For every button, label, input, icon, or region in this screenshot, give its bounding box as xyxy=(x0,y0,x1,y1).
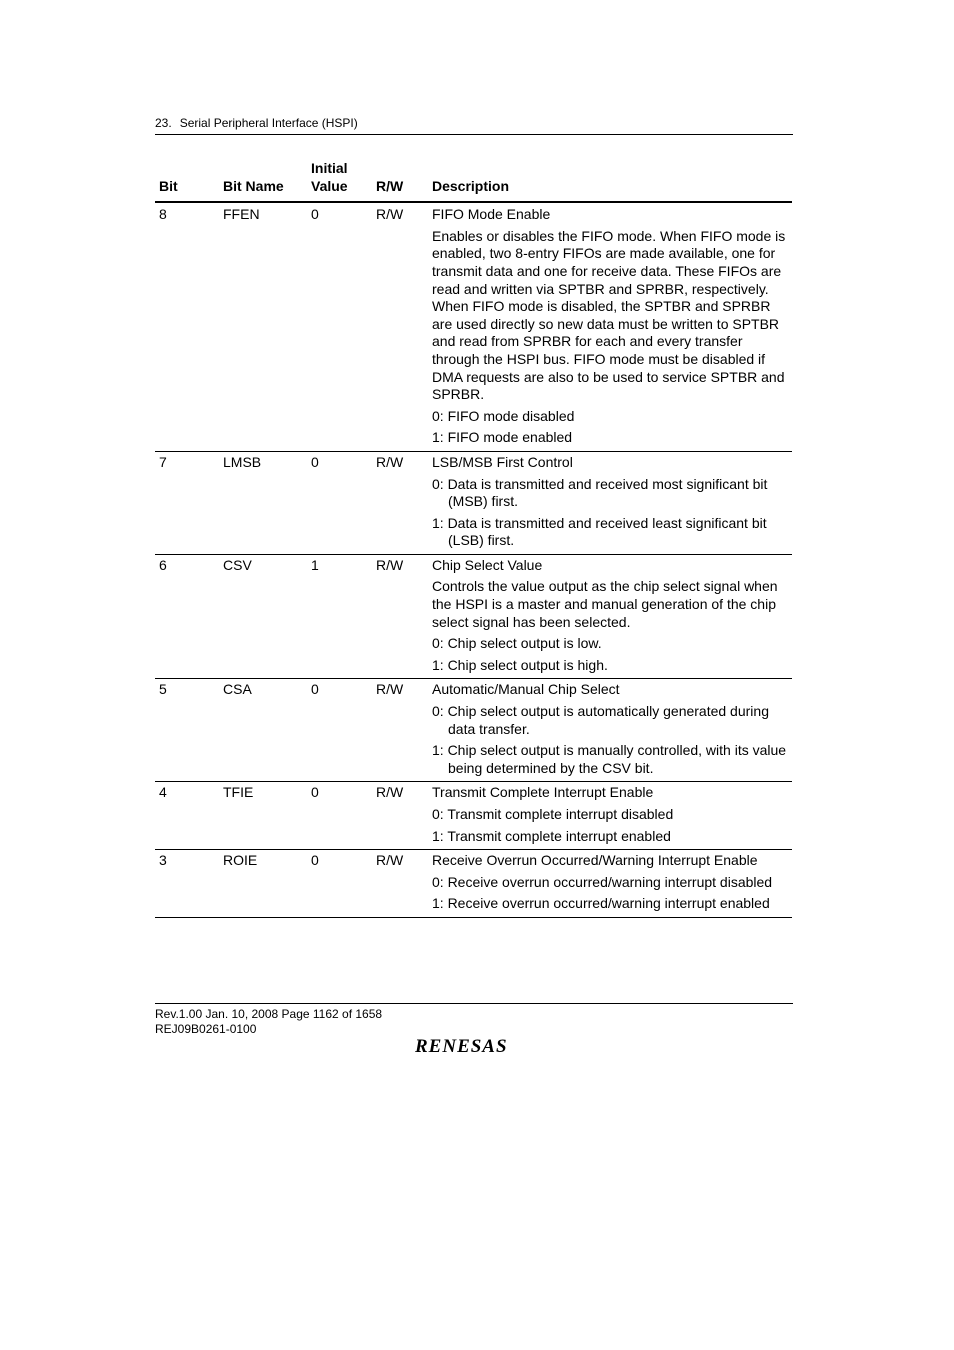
description-cell xyxy=(428,554,792,679)
description-title: Receive Overrun Occurred/Warning Interrupt Enable xyxy=(432,852,758,869)
table-row xyxy=(155,782,792,850)
description-option: 1: Receive overrun occurred/warning interrupt enabled xyxy=(432,895,770,912)
description-option: 0: Data is transmitted and received most significant bit (MSB) first. xyxy=(432,475,768,510)
initial-value-cell: 0 xyxy=(307,202,372,451)
renesas-logo-text: RENESAS xyxy=(415,1036,508,1056)
description-option: 1: Chip select output is high. xyxy=(432,656,608,673)
table-row xyxy=(155,850,792,918)
document-number: REJ09B0261-0100 xyxy=(155,1022,257,1036)
bit-name-cell: CSA xyxy=(219,679,307,782)
table-body xyxy=(155,202,792,917)
bit-cell: 3 xyxy=(155,850,219,918)
bit-cell: 5 xyxy=(155,679,219,782)
description-option: 0: Receive overrun occurred/warning interrupt disabled xyxy=(432,873,773,890)
bit-name-cell: LMSB xyxy=(219,451,307,554)
bit-cell: 4 xyxy=(155,782,219,850)
bit-name-cell: CSV xyxy=(219,554,307,679)
register-bit-table xyxy=(155,160,792,918)
description-option: 0: FIFO mode disabled xyxy=(432,407,575,424)
table-row xyxy=(155,451,792,554)
bit-cell: 7 xyxy=(155,451,219,554)
section-title: Serial Peripheral Interface (HSPI) xyxy=(179,116,358,130)
col-initial-line2: Value xyxy=(311,177,348,194)
description-paragraph: Controls the value output as the chip select signal when the HSPI is a master and manual generation of the chip select signal has been selected. xyxy=(432,578,778,630)
description-option: 1: Data is transmitted and received least significant bit (LSB) first. xyxy=(432,514,767,549)
col-rw-header: R/W xyxy=(372,160,428,202)
bit-name-cell: ROIE xyxy=(219,850,307,918)
rw-cell: R/W xyxy=(372,202,428,451)
description-paragraph: Enables or disables the FIFO mode. When FIFO mode is enabled, two 8-entry FIFOs are made available, one for transmit data and one for receive data. These FIFOs are read and written via SPTBR and SPRBR, respectively. When FIFO mode is disabled, the SPTBR and SPRBR are used directly so new data must be written to SPTBR and read from SPRBR for each and every transfer through the HSPI bus. FIFO mode must be disabled if DMA requests are also to be used to service SPTBR and SPRBR. xyxy=(432,227,786,403)
col-description-header: Description xyxy=(428,160,792,202)
rw-cell: R/W xyxy=(372,850,428,918)
table-row xyxy=(155,202,792,451)
rw-cell: R/W xyxy=(372,451,428,554)
description-cell xyxy=(428,202,792,451)
description-title: LSB/MSB First Control xyxy=(432,453,573,470)
description-option: 1: FIFO mode enabled xyxy=(432,429,573,446)
col-initial-line1: Initial xyxy=(311,160,348,176)
initial-value-cell: 1 xyxy=(307,554,372,679)
rw-cell: R/W xyxy=(372,554,428,679)
section-number: 23. xyxy=(155,116,172,130)
description-option: 0: Chip select output is low. xyxy=(432,635,602,652)
bit-cell: 6 xyxy=(155,554,219,679)
description-option: 1: Chip select output is manually controlled, with its value being determined by the CSV bit. xyxy=(432,742,787,776)
description-title: Automatic/Manual Chip Select xyxy=(432,681,620,698)
description-title: FIFO Mode Enable xyxy=(432,206,551,223)
description-title: Transmit Complete Interrupt Enable xyxy=(432,784,654,801)
description-option: 1: Transmit complete interrupt enabled xyxy=(432,827,671,844)
rw-cell: R/W xyxy=(372,679,428,782)
bit-cell: 8 xyxy=(155,202,219,451)
description-option: 0: Chip select output is automatically generated during data transfer. xyxy=(432,703,769,737)
initial-value-cell: 0 xyxy=(307,679,372,782)
table-header-row xyxy=(155,160,792,202)
page-header xyxy=(155,116,793,135)
description-title: Chip Select Value xyxy=(432,556,543,573)
description-option: 0: Transmit complete interrupt disabled xyxy=(432,806,674,822)
revision-info: Rev.1.00 Jan. 10, 2008 Page 1162 of 1658 xyxy=(155,1007,383,1021)
page-footer xyxy=(155,1003,793,1037)
bit-name-cell: FFEN xyxy=(219,202,307,451)
description-cell xyxy=(428,451,792,554)
initial-value-cell: 0 xyxy=(307,850,372,918)
col-initial-value-header xyxy=(307,160,372,202)
initial-value-cell: 0 xyxy=(307,782,372,850)
col-bit-header: Bit xyxy=(155,160,219,202)
description-cell xyxy=(428,782,792,850)
description-cell xyxy=(428,679,792,782)
initial-value-cell: 0 xyxy=(307,451,372,554)
description-cell xyxy=(428,850,792,918)
bit-name-cell: TFIE xyxy=(219,782,307,850)
renesas-logo xyxy=(413,1034,533,1056)
table-row xyxy=(155,679,792,782)
col-bit-name-header: Bit Name xyxy=(219,160,307,202)
table-row xyxy=(155,554,792,679)
rw-cell: R/W xyxy=(372,782,428,850)
